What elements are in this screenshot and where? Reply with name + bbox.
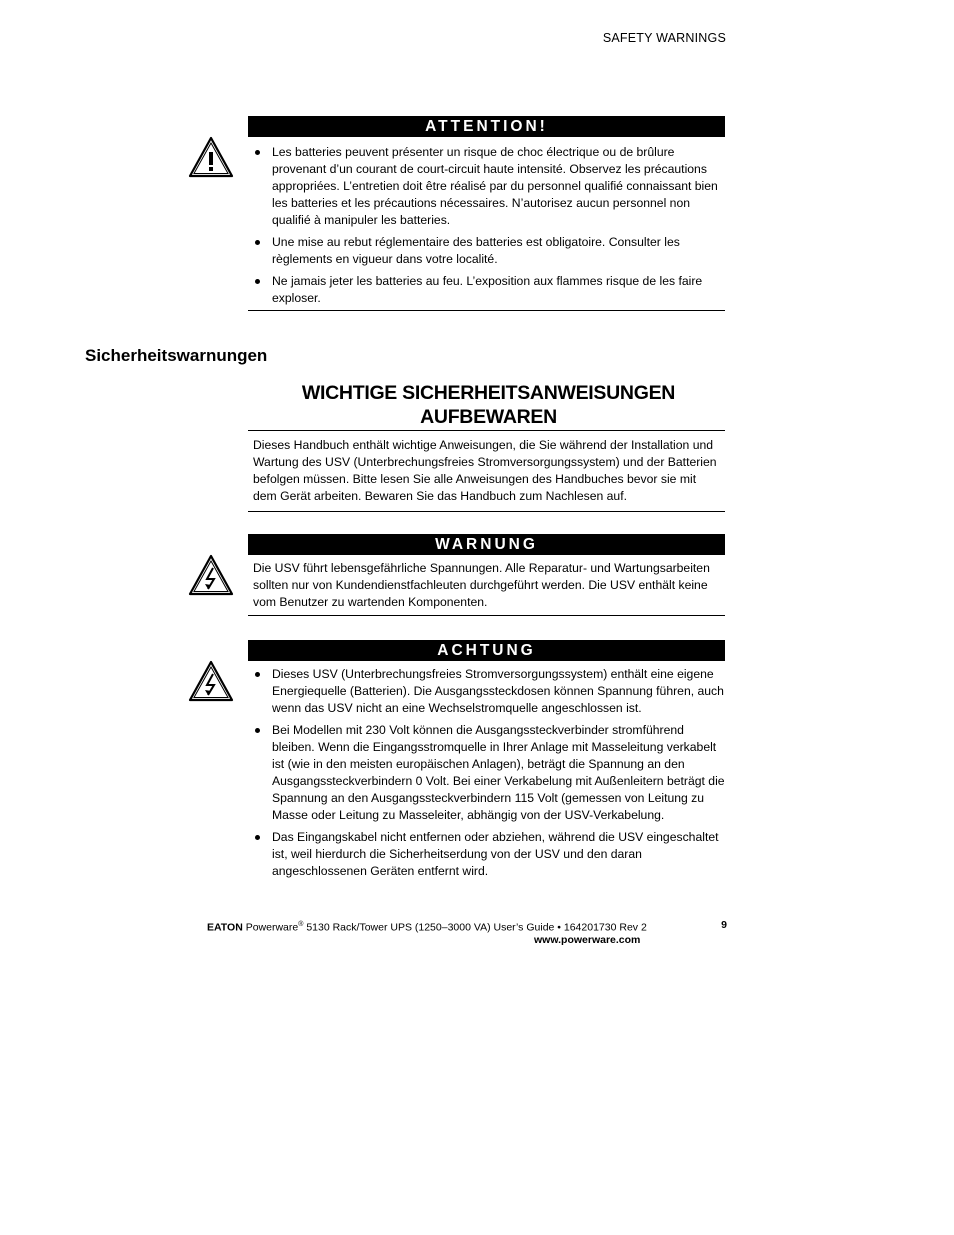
- achtung-item: Bei Modellen mit 230 Volt können die Ausgangssteckverbinder stromführend bleiben. Wenn die Eingangsstromquelle in Ihrer Anlage mit Masseleitung verkabelt ist (wie in den meisten europäischen Anlagen), beträgt die Spannung an den Ausgangssteckverbindern 0 Volt. Bei einer Verkabelung mit Außenleitern beträgt die Spannung an den Ausgangssteckverbindern 115 Volt (gemessen von Leitung zu Masse oder Leitung zu Masseleiter, abhängig von der USV-Verkabelung.: [248, 722, 725, 824]
- footer-reg: ®: [298, 921, 304, 928]
- achtung-item: Dieses USV (Unterbrechungsfreies Stromversorgungssystem) enthält eine eigene Energiequelle (Batterien). Die Ausgangssteckdosen können Spannung führen, auch wenn das USV nicht an eine Wechselstromquelle angeschlossen ist.: [248, 666, 725, 717]
- exclamation-warning-icon: [188, 136, 234, 178]
- intro-text: Dieses Handbuch enthält wichtige Anweisungen, die Sie während der Installation und Wartung des USV (Unterbrechungsfreies Stromversorgungssystem) und der Batterien befolgen müssen. Bitte lesen Sie alle Anweisungen des Handbuches bevor sie mit dem Gerät arbeiten. Bewaren Sie das Handbuch zum Nachlesen auf.: [253, 438, 717, 503]
- attention-box: [248, 116, 725, 311]
- warnung-title: WARNUNG: [248, 534, 725, 555]
- footer-doc: 5130 Rack/Tower UPS (1250–3000 VA) User’s Guide • 164201730 Rev 2: [303, 921, 647, 934]
- attention-title: ATTENTION!: [248, 116, 725, 137]
- electrical-hazard-icon: [188, 554, 234, 596]
- attention-item: Les batteries peuvent présenter un risque de choc électrique ou de brûlure provenant d’un courant de court-circuit haute intensité. Observez les précautions appropriées. L’entretien doit être réalisé par du personnel qualifié connaissant bien les batteries et les précautions nécessaires. N’autorisez aucun personnel non qualifié à manipuler les batteries.: [248, 144, 725, 229]
- main-title-line: AUFBEWAREN: [420, 406, 557, 428]
- achtung-title: ACHTUNG: [248, 640, 725, 661]
- main-title-line: WICHTIGE SICHERHEITSANWEISUNGEN: [301, 382, 676, 404]
- warnung-text: Die USV führt lebensgefährliche Spannungen. Alle Reparatur- und Wartungsarbeiten sollten nur von Kundendienstfachleuten durchgeführt werden. Die USV enthält keine vom Benutzer zu wartenden Komponenten.: [253, 561, 710, 609]
- page-header-section: SAFETY WARNINGS: [602, 31, 726, 45]
- electrical-hazard-icon: [188, 660, 234, 702]
- footer-url: www.powerware.com: [534, 933, 641, 946]
- footer-product: Powerware: [245, 921, 299, 934]
- section-title: Sicherheitswarnungen: [85, 346, 268, 365]
- attention-item: Ne jamais jeter les batteries au feu. L’exposition aux flammes risque de les faire exploser.: [248, 273, 725, 307]
- achtung-box: [248, 640, 725, 885]
- achtung-item: Das Eingangskabel nicht entfernen oder abziehen, während die USV eingeschaltet ist, weil hierdurch die Sicherheitserdung von der USV und den daran angeschlossenen Geräten entfernt wird.: [248, 829, 725, 880]
- main-title: [248, 381, 729, 429]
- page-number: 9: [721, 919, 727, 931]
- footer-brand: EATON: [207, 921, 243, 934]
- intro-box: [248, 430, 725, 512]
- attention-item: Une mise au rebut réglementaire des batteries est obligatoire. Consulter les règlements en vigueur dans votre localité.: [248, 234, 725, 268]
- warnung-box: [248, 534, 725, 616]
- page-footer: [207, 919, 727, 946]
